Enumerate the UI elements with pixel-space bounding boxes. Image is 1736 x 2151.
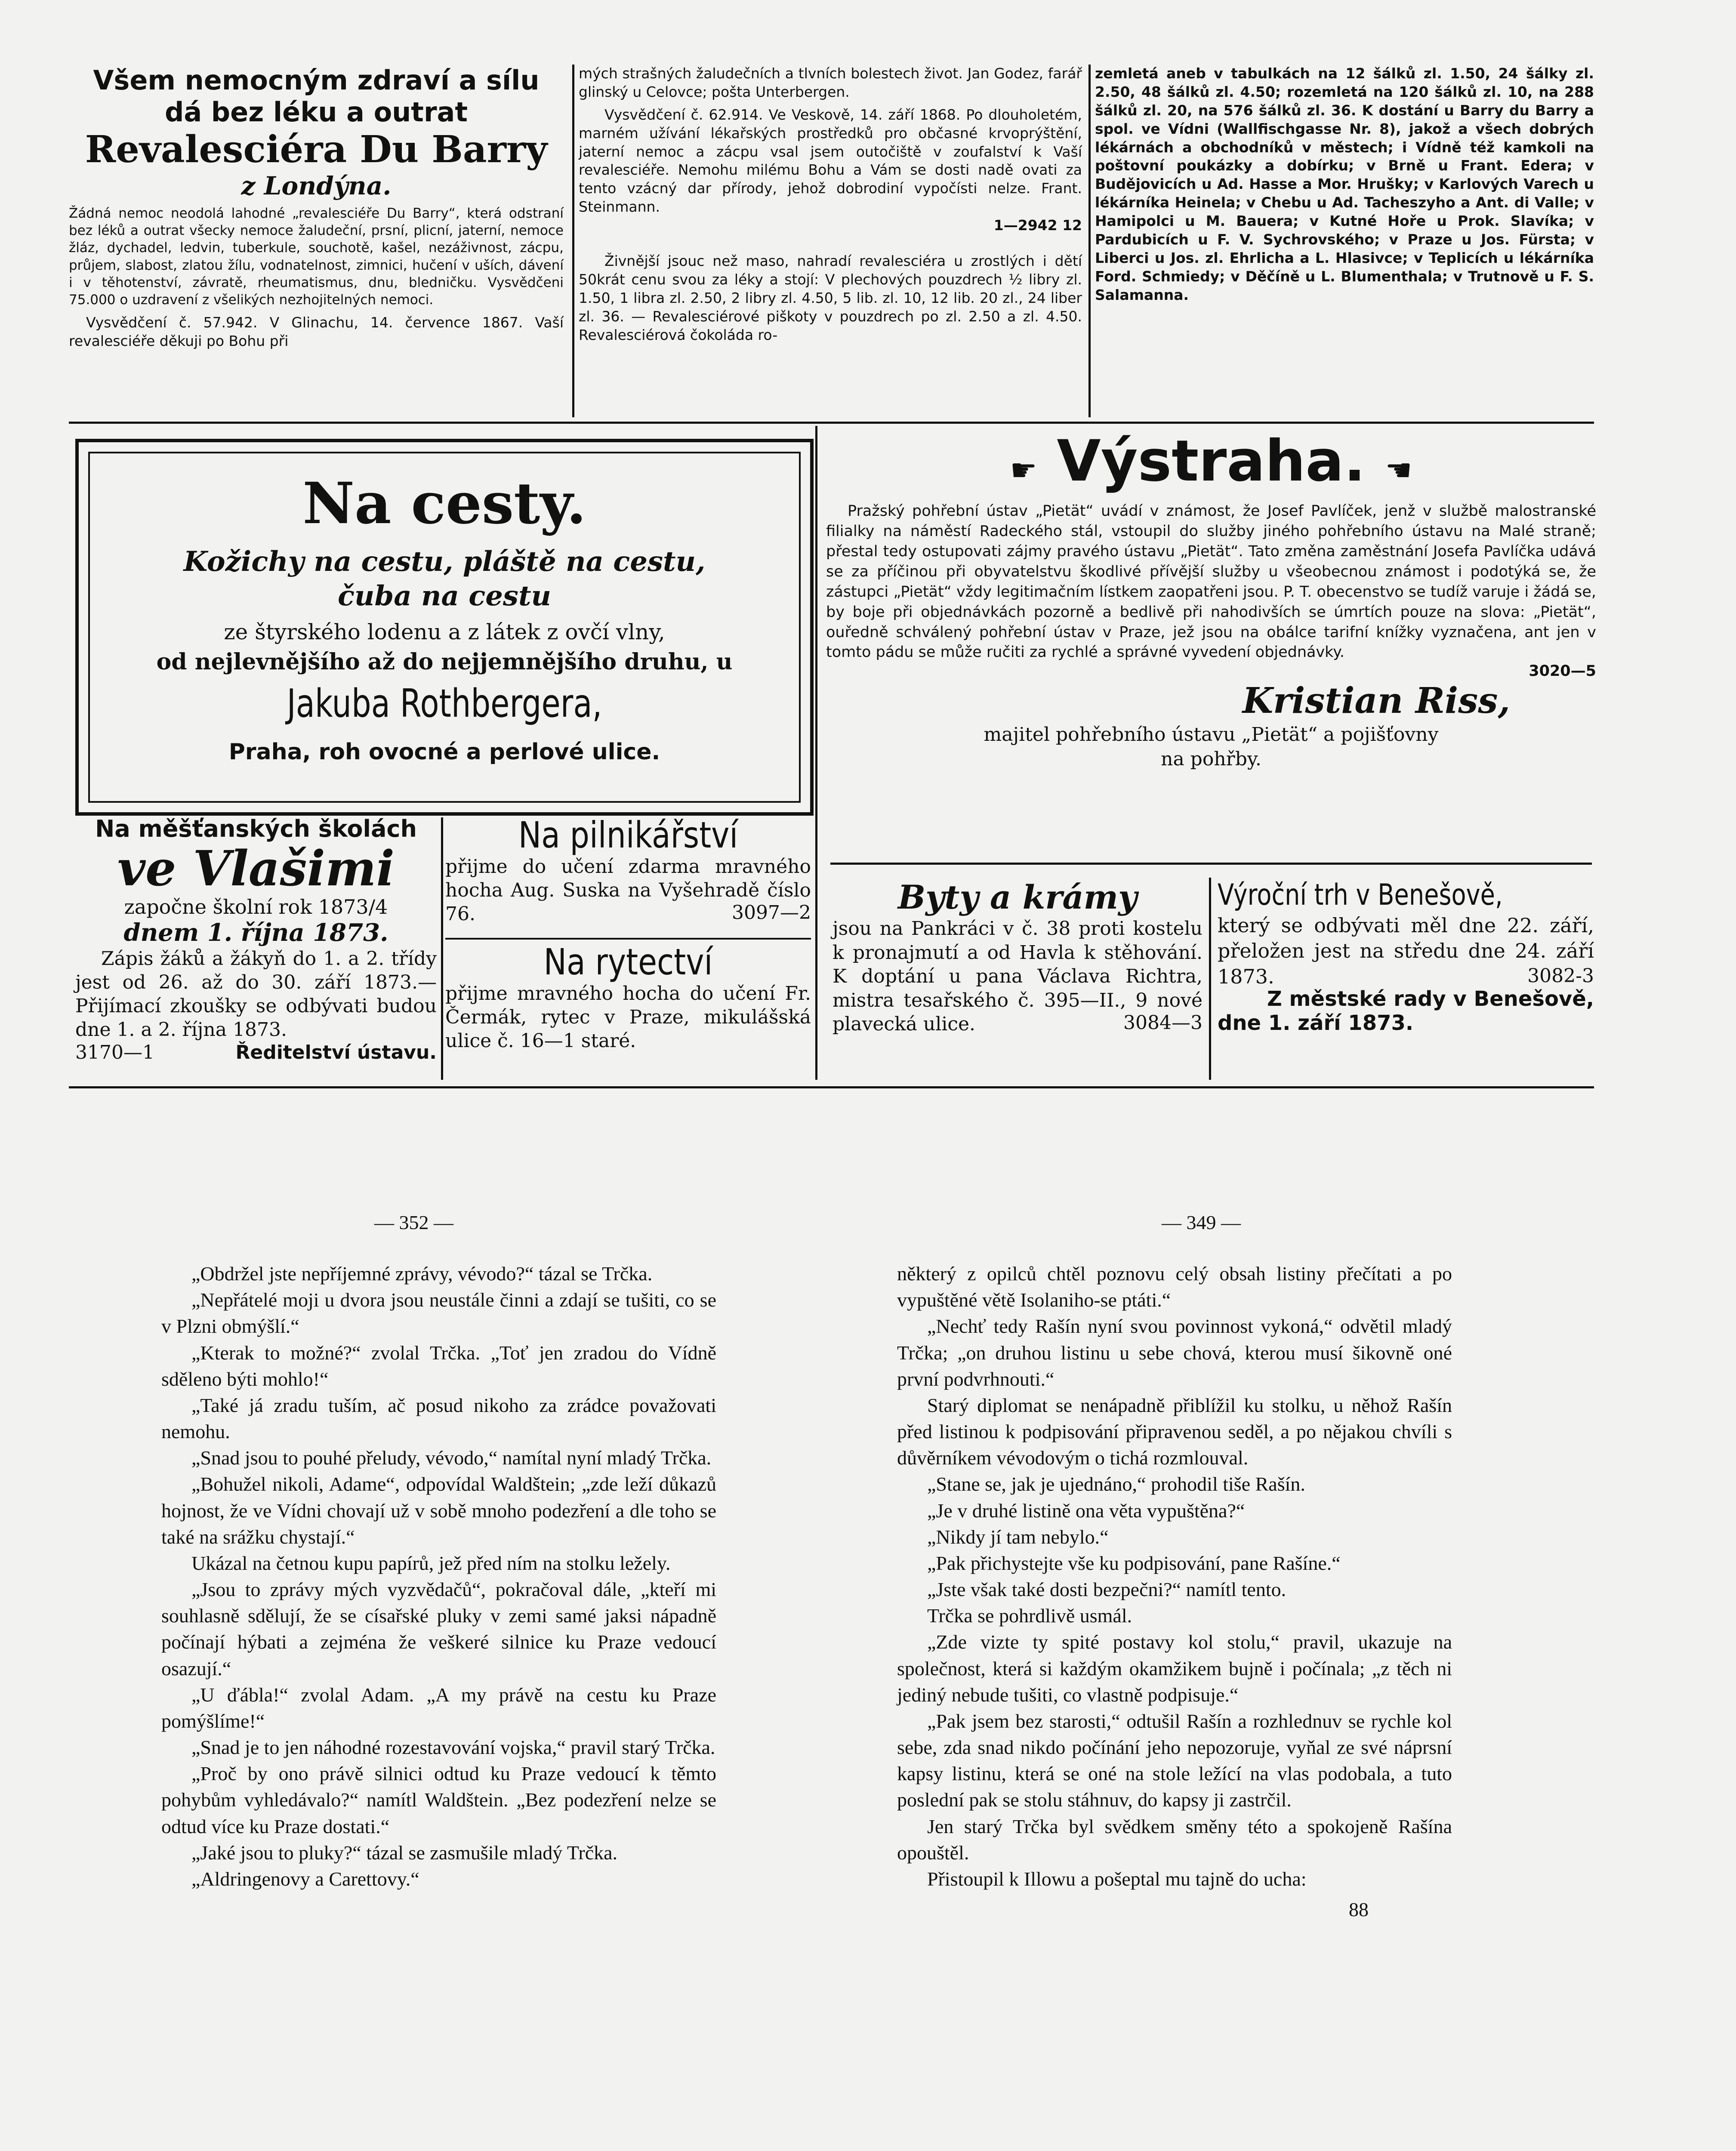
paragraph: „Obdržel jste nepříjemné zprávy, vévodo?“ tázal se Trčka.: [191, 1263, 653, 1285]
travel-merchant: Jakuba Rothbergera,: [287, 681, 602, 726]
column-divider: [815, 426, 817, 1080]
paragraph: „Nepřátelé moji u dvora jsou neustále činni a zdají se tušiti, co se v Plzni obmýšlí.“: [161, 1289, 716, 1337]
flats-body: jsou na Pankráci v č. 38 proti kostelu k pronajmutí a od Havla k stěhování. K doptání u pana Václava Richtra, mistra tesařského č. 395—II., 9 nové plavecká ulice.: [833, 918, 1203, 1035]
travel-title: Na cesty.: [302, 470, 586, 537]
fair-sign1: Z městské rady v Benešově,: [1267, 986, 1594, 1011]
ad-headline-1: Všem nemocným zdraví a sílu: [93, 65, 540, 96]
school-sign: Ředitelství ústavu.: [235, 1042, 437, 1064]
file-body: přijme do učení zdarma mravného hocha Aug. Suska na Vyšehradě číslo 76.: [445, 856, 811, 925]
section-divider: [830, 863, 1592, 865]
column-divider: [572, 65, 574, 417]
ad-revalesciere-dealers: zemletá aneb v tabulkách na 12 šálků zl. 1.50, 24 šálky zl. 2.50, 48 šálků zl. 4.50; rozemletá na 120 šálků zl. 10, na 288 šálků zl. 20, na 576 šálků zl. 36. K dostání u Barry du Barry a spol. ve Vídni (Wallfischgasse Nr. 8), jakož a všech dobrých lékárnách a obchodníků v městech; i Vídně též kamkoli na poštovní poukázky a dobírku; v Brně u Frant. Edera; v Budějovicích u Ad. Hasse a Mor. Hrušky; v Karlových Varech u lékárníka Heinela; v Chebu u Ad. Tacheszyho a Ant. di Valle; v Hamipolci u M. Bauera; v Kutné Hoře u Prok. Slavíka; v Pardubicích u F. V. Sychrovského; v Praze u Jos. Fürsta; v Liberci u Jos. zl. Ehrlicha a L. Hlasivce; v Teplicích u lékárníka Ford. Schmiedy; v Děčíně u L. Blumenthala; v Trutnově u F. S. Salamanna.: [1095, 65, 1594, 303]
flats-title: Byty a krámy: [897, 878, 1138, 916]
flats-ad: [833, 878, 1203, 1034]
paragraph: „Proč by ono právě silnici odtud ku Praze vedoucí k těmto pohybům vyhledávalo?“ namítl Waldštein. „Bez podezření nelze se odtud více ku Praze dostati.“: [161, 1763, 716, 1837]
paragraph: „Stane se, jak je ujednáno,“ prohodil tiše Rašín.: [927, 1473, 1305, 1495]
paragraph: „Jaké jsou to pluky?“ tázal se zasmušile mladý Trčka.: [191, 1841, 618, 1864]
warning-code: 3020—5: [1529, 663, 1596, 680]
travel-line3: ze štyrského lodenu a z látek z ovčí vlny,: [224, 619, 665, 644]
section-divider: [69, 1086, 1594, 1088]
travel-ad-box: [75, 439, 814, 816]
flats-code: 3084—3: [1123, 1012, 1203, 1034]
paragraph: „Snad je to jen náhodné rozestavování vojska,“ pravil starý Trčka.: [191, 1736, 715, 1759]
paragraph: Starý diplomat se nenápadně přiblížil ku stolku, u něhož Rašín před listinou k podpisování připravenou seděl, a po nějakou chvíli s důvěrníkem vévodovým o tichá rozmlouval.: [897, 1394, 1452, 1469]
paragraph: Jen starý Trčka byl svědkem směny této a spokojeně Rašína opouštěl.: [897, 1815, 1452, 1864]
paragraph: „Jsou to zprávy mých vyzvědačů“, pokračoval dále, „kteří mi souhlasně sdělují, že se císařské pluky v zemi samé jaksi nápadně počínají hýbati a zejména že veškeré silnice ku Praze vedoucí osazují.“: [161, 1578, 716, 1680]
ad2-code: 1—2942 12: [993, 217, 1082, 234]
pointing-hand-icon: ☚: [1385, 453, 1412, 488]
paragraph: „U ďábla!“ zvolal Adam. „A my právě na cestu ku Praze pomýšlíme!“: [161, 1683, 716, 1732]
file-code: 3097—2: [732, 902, 811, 924]
pointing-hand-icon: ☛: [1010, 453, 1037, 488]
ad-body: Žádná nemoc neodolá lahodné „revalesciéře Du Barry“, která odstraní bez léků a outrat všecky nemoce žaludeční, prsní, plicní, jaterní, nemoce žláz, dychadel, ledvin, tuberkule, souchotě, kašel, nezáživnost, zácpu, průjem, slabost, zlatou žílu, vodnatelnost, zimnici, hučení v uších, dávení i v těhotenství, závratě, rheumatismus, dnu, bledničku. Vysvědčeni 75.000 o uzdravení z všelikých nezhojitelných nemoci.: [69, 205, 564, 308]
column-divider: [441, 817, 443, 1080]
fair-ad: [1218, 878, 1594, 1035]
paragraph: „Zde vizte ty spité postavy kol stolu,“ pravil, ukazuje na společnost, která si každým okamžikem bujně i počínala; „z těch ni jediný nebude tušiti, co vlastně podpisuje.“: [897, 1631, 1452, 1706]
section-divider: [69, 422, 1594, 424]
fair-code: 3082-3: [1527, 965, 1594, 987]
ad-revalesciere: [69, 65, 564, 351]
paragraph: „Snad jsou to pouhé přeludy, vévodo,“ namítal nyní mladý Trčka.: [191, 1447, 712, 1469]
paragraph: „Nikdy jí tam nebylo.“: [927, 1525, 1109, 1548]
ad-headline-2: dá bez léku a outrat: [164, 96, 468, 128]
travel-line1: Kožichy na cestu, pláště na cestu,: [183, 545, 706, 578]
travel-line2: čuba na cestu: [337, 580, 552, 612]
paragraph: „Pak jsem bez starosti,“ odtušil Rašín a rozhlednuv se rychle kol sebe, zda snad nikdo počínání jeho nepozoruje, vyňal ze své náprsní kapsy listinu, která se oné na stole ležící na vlas podobala, a tuto poslední pak se stolu stáhnuv, do kapsy ji zastrčil.: [897, 1710, 1452, 1811]
school-ad: [75, 815, 437, 1063]
warning-signature: Kristian Riss,: [1242, 680, 1510, 722]
column-divider: [1088, 65, 1091, 417]
file-title: Na pilnikářství: [518, 814, 738, 856]
paragraph: „Je v druhé listině ona věta vypuštěna?“: [927, 1499, 1245, 1522]
ad-city: z Londýna.: [241, 171, 392, 200]
ad-revalesciere-cont: [579, 65, 1082, 344]
right-page-text: [897, 1260, 1452, 1923]
ad2-prices: Živnější jsouc než maso, nahradí revalesciéra u zrostlých i dětí 50krát cenu svou za léky a stojí: V plechových pouzdrech ½ libry zl. 1.50, 1 libra zl. 2.50, 2 libry zl. 4.50, 5 lib. zl. 10, 12 lib. 20 zl., 24 liber zl. 36. — Revalesciérové piškoty v pouzdrech po zl. 2.50 a zl. 4.50. Revalesciérová čokoláda ro-: [579, 253, 1082, 343]
left-page-text: [161, 1260, 716, 1892]
school-code: 3170—1: [75, 1042, 154, 1064]
fair-sign2: dne 1. září 1873.: [1218, 1011, 1414, 1035]
engrave-title: Na rytectví: [543, 941, 713, 983]
ad2-certificate: Vysvědčení č. 62.914. Ve Veskově, 14. září 1868. Po dlouholetém, marném užívání lékařských prostředků pro občasné krvoprýštění, jaterní nemoc a zácpu vsal jsem outočiště v zoufalství k Vaší revalesciéře. Nemohu milému Bohu a Vám se dosti nadě ovati za tento vzácný dar přírody, jehož dobrodiní vypočísti nelze. Frant. Steinmann.: [579, 106, 1082, 216]
file-ad: [445, 815, 811, 924]
section-divider: [445, 938, 811, 940]
ad2-body: mých strašných žaludečních a tlvních bolestech život. Jan Godez, farář glinský u Celovce; pošta Unterbergen.: [579, 65, 1082, 100]
warning-ad: [826, 430, 1596, 771]
warning-title: ☛ Výstraha. ☚: [1010, 428, 1412, 494]
page-number: — 349 —: [1162, 1211, 1241, 1233]
ad-certificate: Vysvědčení č. 57.942. V Glinachu, 14. července 1867. Vaší revalesciéře děkuji po Bohu při: [69, 314, 564, 350]
paragraph: „Nechť tedy Rašín nyní svou povinnost vykoná,“ odvětil mladý Trčka; „on druhou listinu u sebe chová, kterou musí šikovně oné první podvrhnouti.“: [897, 1315, 1452, 1390]
fair-body: který se odbývati měl dne 22. září, přeložen jest na středu dne 24. září 1873.: [1218, 913, 1594, 989]
paragraph: „Aldringenovy a Carettovy.“: [191, 1867, 419, 1890]
signature-mark: 88: [1349, 1898, 1369, 1921]
school-body: Zápis žáků a žákyň do 1. a 2. třídy jest od 26. až do 30. září 1873.—Přijímací zkoušky se odbývati budou dne 1. a 2. října 1873.: [75, 948, 437, 1041]
column-divider: [1209, 878, 1211, 1080]
fair-title: Výroční trh v Benešově,: [1218, 878, 1503, 912]
paragraph: Přistoupil k Illowu a pošeptal mu tajně do ucha:: [927, 1867, 1307, 1890]
paragraph: Ukázal na četnou kupu papírů, jež před ním na stolku ležely.: [191, 1552, 671, 1574]
warning-body: Pražský pohřební ústav „Pietät“ uvádí v známost, že Josef Pavlíček, jenž v službě malostranské filialky na náměstí Radeckého stál, vstoupil do služby jiného pohřebního ústavu na Malé straně; přestal tedy ostupovati zájmy pravého ústavu „Pietät“. Tato změna zaměstnání Josefa Pavlíčka udává se za příčinou při obyvatelstvu škodlivé přívější služby u všeobecnou známost i podotýká se, že zástupci „Pietät“ vždy legitimačním lístkem zaopatřeni jsou. P. T. obecenstvo se tudíž varuje i žádá se, by boje při objednávkách pozorně a bedlivě při nahodivších se úmrtích pouze na slova: „Pietät“, ouředně schválený pohřební ústav v Praze, jež jsou na obálce tarifní knížky vyznačena, ant jen v tomto pádu se může ručiti za rychlé a správné vyvedení objednávky.: [826, 502, 1596, 661]
engrave-body: přijme mravného hocha do učení Fr. Čermák, rytec v Praze, mikulášská ulice č. 16—1 staré.: [445, 983, 811, 1052]
school-town: ve Vlašimi: [117, 841, 395, 897]
school-line2: započne školní rok 1873/4: [124, 895, 388, 919]
paragraph: „Kterak to možné?“ zvolal Trčka. „Toť jen zradou do Vídně sděleno býti mohlo!“: [161, 1341, 716, 1390]
warning-sig-line1: majitel pohřebního ústavu „Pietät“ a pojišťovny: [984, 723, 1439, 746]
school-date: dnem 1. října 1873.: [123, 918, 389, 947]
engrave-ad: [445, 942, 811, 1053]
paragraph: některý z opilců chtěl poznovu celý obsah listiny přečítati a po vypuštěné větě Isolaniho-se ptáti.“: [897, 1263, 1452, 1311]
warning-sig-line2: na pohřby.: [1161, 748, 1261, 770]
paragraph: Trčka se pohrdlivě usmál.: [927, 1605, 1132, 1627]
travel-address: Praha, roh ovocné a perlové ulice.: [228, 739, 660, 765]
paragraph: „Také já zradu tuším, ač posud nikoho za zrádce považovati nemohu.: [161, 1394, 716, 1443]
page-number: — 352 —: [374, 1211, 453, 1233]
paragraph: „Bohužel nikoli, Adame“, odpovídal Waldštein; „zde leží důkazů hojnost, že ve Vídni chovají už v sobě mnoho podezření a dle toho se také na srážku chystají.“: [161, 1473, 716, 1548]
travel-line4: od nejlevnějšího až do nejjemnějšího druhu, u: [156, 649, 733, 675]
paragraph: „Pak přichystejte vše ku podpisování, pane Rašíne.“: [927, 1552, 1341, 1574]
school-line1: Na měšťanských školách: [95, 815, 417, 842]
paragraph: „Jste však také dosti bezpečni?“ namítl tento.: [927, 1578, 1286, 1601]
ad-brand: Revalesciéra Du Barry: [85, 127, 548, 171]
